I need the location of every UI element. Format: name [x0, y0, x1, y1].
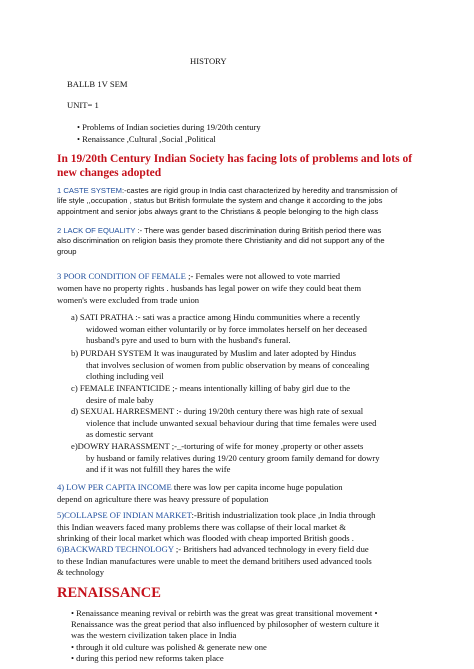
- item-text: widowed woman either voluntarily or by force immolates herself on her deceased: [86, 323, 367, 334]
- item-label: c) FEMALE INFANTICIDE: [71, 383, 171, 393]
- item-text: ;- means intentionally killing of baby girl due to the: [170, 383, 351, 393]
- item-label: e)DOWRY HARASSMENT: [71, 441, 170, 451]
- female-item-sexual-harassment: [71, 406, 376, 441]
- item-text: violence that include unwanted sexual behaviour during that time females were used: [86, 417, 377, 428]
- item-text: by husband or family relatives during 19/20 century groom family demand for dowry: [86, 452, 380, 463]
- section-backward-technology: [57, 544, 372, 579]
- intro-bullet: • Problems of Indian societies during 19/20th century: [77, 122, 261, 132]
- female-item-purdah-system: [71, 348, 369, 383]
- renaissance-text: • during this period new reforms taken place: [71, 652, 224, 663]
- section-text: ;- Britishers had advanced technology in every field due: [173, 544, 369, 554]
- item-text: :- during 19/20th century there was high rate of sexual: [174, 406, 364, 416]
- renaissance-heading: RENAISSANCE: [57, 585, 161, 601]
- section-label: 6)BACKWARD TECHNOLOGY: [57, 544, 174, 554]
- renaissance-text: was the western civilization taken place in India: [71, 630, 237, 641]
- section-text: ;- Females were not allowed to vote married: [185, 271, 341, 281]
- section-lack-of-equality: [57, 226, 385, 257]
- section-poor-condition-female: [57, 270, 361, 306]
- page-title: HISTORY: [190, 56, 227, 66]
- item-text: that involves seclusion of women from public observation by means of concealing: [86, 359, 370, 370]
- section-label: 2 LACK OF EQUALITY: [57, 226, 136, 235]
- section-label: 4) LOW PER CAPITA INCOME: [57, 482, 172, 492]
- item-text: clothing including veil: [86, 371, 164, 381]
- item-label: b) PURDAH SYSTEM: [71, 348, 152, 358]
- course-line: BALLB 1V SEM: [67, 79, 128, 89]
- unit-line: UNIT= 1: [67, 100, 99, 110]
- section-label: 1 CASTE SYSTEM: [57, 186, 122, 195]
- item-text: desire of male baby: [86, 394, 154, 405]
- section-text: there was low per capita income huge population: [171, 482, 343, 492]
- section-text: life style ,,occupation , status but British formulate the system and change it according to the jobs: [57, 196, 383, 206]
- section-caste-system: [57, 186, 397, 217]
- item-label: d) SEXUAL HARRESMENT: [71, 406, 175, 416]
- section-collapse-indian-market: [57, 510, 375, 545]
- female-item-infanticide: [71, 383, 350, 406]
- section-label: 5)COLLAPSE OF INDIAN MARKET: [57, 510, 192, 520]
- female-item-dowry-harassment: [71, 441, 380, 476]
- item-text: ;-_-torturing of wife for money ,property or other assets: [169, 441, 364, 451]
- section-text: shrinking of their local market which was flooded with cheap imported British goods .: [57, 533, 354, 543]
- section-text: & technology: [57, 567, 105, 577]
- female-item-sati-pratha: [71, 312, 367, 347]
- section-text: appointment and senior jobs always grant to the Christians & people belonging to the high class: [57, 206, 379, 216]
- section-text: :-castes are rigid group in India cast characterized by heredity and transmission of: [122, 186, 398, 195]
- renaissance-text: • Renaissance meaning revival or rebirth was the great was great transitional movement •: [71, 608, 378, 618]
- section-text: :-British industrialization took place ,in India through: [191, 510, 376, 520]
- intro-bullet: • Renaissance ,Cultural ,Social ,Political: [77, 134, 216, 144]
- section-text: group: [57, 246, 77, 256]
- renaissance-text: Renaissance was the great period that also influenced by philosopher of western culture it: [71, 619, 380, 630]
- section-text: to these Indian manufactures were unable to meet the demand britihers used advanced tools: [57, 555, 372, 566]
- item-text: as domestic servant: [86, 429, 154, 439]
- main-heading-line: new changes adopted: [57, 166, 162, 179]
- section-text: also discrimination on religion basis they promote there Christianity and did not support any of the: [57, 236, 385, 246]
- renaissance-text: • through it old culture was polished & generate new one: [71, 641, 267, 652]
- main-heading: [57, 153, 412, 180]
- item-label: a) SATI PRATHA: [71, 312, 134, 322]
- item-text: :- sati was a practice among Hindu communities where a recently: [133, 312, 361, 322]
- section-text: women's were excluded from trade union: [57, 295, 200, 305]
- item-text: It was inaugurated by Muslim and later adopted by Hindus: [151, 348, 357, 358]
- section-text: :- There was gender based discrimination during British period there was: [135, 226, 382, 235]
- section-low-per-capita-income: [57, 482, 343, 505]
- item-text: and if it was not fulfill they hares the wife: [86, 464, 231, 474]
- section-text: depend on agriculture there was heavy pressure of population: [57, 493, 269, 504]
- section-label: 3 POOR CONDITION OF FEMALE: [57, 271, 186, 281]
- renaissance-body: [71, 608, 379, 664]
- item-text: husband's pyre and used to burn with the husband's funeral.: [86, 335, 291, 345]
- section-text: women have no property rights . husbands has legal power on wife they could beat them: [57, 283, 362, 293]
- section-text: this Indian weavers faced many problems there was collapse of their local market &: [57, 521, 346, 532]
- main-heading-line: In 19/20th Century Indian Society has facing lots of problems and lots of: [57, 153, 413, 165]
